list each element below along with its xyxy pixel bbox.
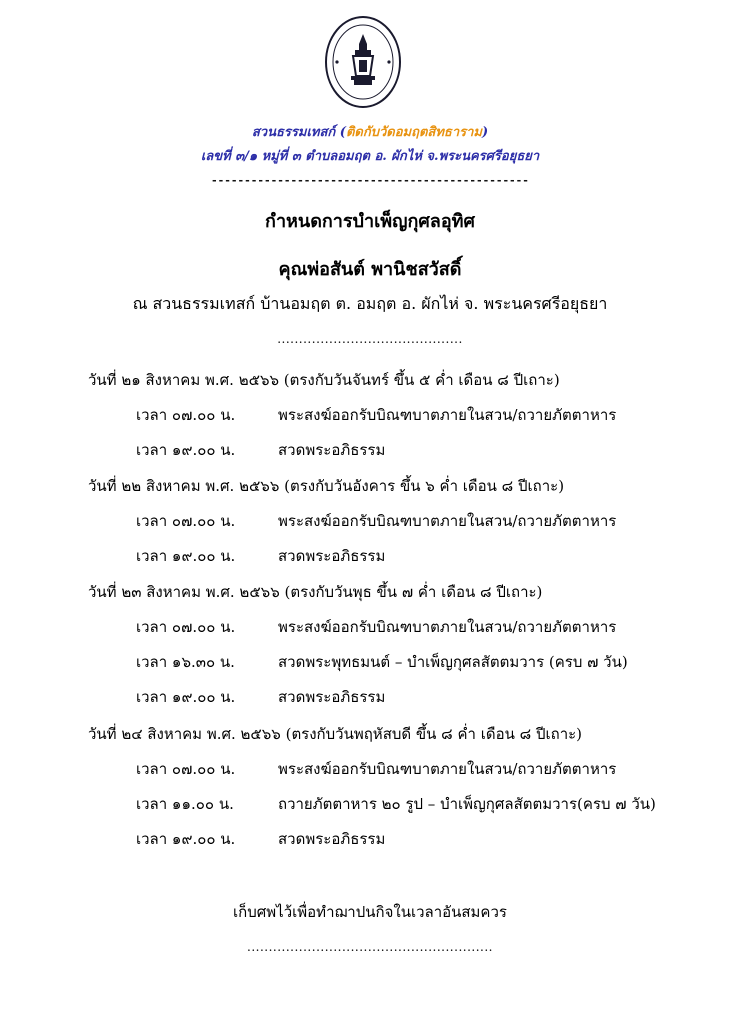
- header-separator: ------------------------------------------------: [211, 174, 529, 187]
- schedule-item: [136, 685, 736, 709]
- header-organization-line: [0, 121, 740, 142]
- schedule-day-heading: วันที่ ๒๑ สิงหาคม พ.ศ. ๒๕๖๖ (ตรงกับวันจันทร์ ขึ้น ๕ ค่ำ เดือน ๘ ปีเถาะ): [88, 371, 560, 389]
- header-name: สวนธรรมเทสก์ (: [251, 125, 346, 140]
- header-affiliation: ติดกับวัดอมฤตสิทธาราม: [345, 125, 482, 140]
- schedule-item-time: เวลา ๑๙.๐๐ น.: [136, 547, 236, 565]
- schedule-item-activity: สวดพระพุทธมนต์ – บำเพ็ญกุศลสัตตมวาร (ครบ ๗ วัน): [278, 653, 628, 671]
- dotted-divider-bottom: .........................................................: [247, 940, 493, 954]
- seal-emblem-icon: [323, 14, 403, 110]
- schedule-day-heading: วันที่ ๒๓ สิงหาคม พ.ศ. ๒๕๖๖ (ตรงกับวันพุธ ขึ้น ๗ ค่ำ เดือน ๘ ปีเถาะ): [88, 583, 543, 601]
- schedule-item: [136, 792, 736, 816]
- schedule-item-activity: สวดพระอภิธรรม: [278, 547, 386, 565]
- schedule-item-activity: พระสงฆ์ออกรับบิณฑบาตภายในสวน/ถวายภัตตาหาร: [278, 760, 617, 778]
- schedule-item-time: เวลา ๐๗.๐๐ น.: [136, 618, 236, 636]
- dotted-divider-top: ...........................................: [277, 332, 463, 346]
- schedule-item-activity: สวดพระอภิธรรม: [278, 441, 386, 459]
- schedule-item: [136, 509, 736, 533]
- footer-note: เก็บศพไว้เพื่อทำฌาปนกิจในเวลาอันสมควร: [233, 903, 507, 921]
- schedule-item-activity: สวดพระอภิธรรม: [278, 688, 386, 706]
- schedule-item-activity: พระสงฆ์ออกรับบิณฑบาตภายในสวน/ถวายภัตตาหาร: [278, 512, 617, 530]
- schedule-item-time: เวลา ๐๗.๐๐ น.: [136, 406, 236, 424]
- schedule-item-time: เวลา ๑๖.๓๐ น.: [136, 653, 235, 671]
- header-address-line: เลขที่ ๓/๑ หมู่ที่ ๓ ตำบลอมฤต อ. ผักไห่ จ.พระนครศรีอยุธยา: [200, 149, 540, 164]
- schedule-day-heading: วันที่ ๒๒ สิงหาคม พ.ศ. ๒๕๖๖ (ตรงกับวันอังคาร ขึ้น ๖ ค่ำ เดือน ๘ ปีเถาะ): [88, 477, 565, 495]
- schedule-item-activity: พระสงฆ์ออกรับบิณฑบาตภายในสวน/ถวายภัตตาหาร: [278, 618, 617, 636]
- schedule-item: [136, 757, 736, 781]
- schedule-item-activity: ถวายภัตตาหาร ๒๐ รูป – บำเพ็ญกุศลสัตตมวาร(ครบ ๗ วัน): [278, 795, 656, 813]
- header-close-paren: ): [481, 125, 489, 140]
- schedule-item: [136, 438, 736, 462]
- schedule-item-time: เวลา ๑๙.๐๐ น.: [136, 441, 236, 459]
- schedule-item-time: เวลา ๑๙.๐๐ น.: [136, 830, 236, 848]
- schedule-item-activity: พระสงฆ์ออกรับบิณฑบาตภายในสวน/ถวายภัตตาหาร: [278, 406, 617, 424]
- schedule-item: [136, 827, 736, 851]
- deceased-name: คุณพ่อสันต์ พานิชสวัสดิ์: [278, 259, 462, 280]
- schedule-item: [136, 650, 736, 674]
- schedule-item-time: เวลา ๑๑.๐๐ น.: [136, 795, 234, 813]
- schedule-day-heading: วันที่ ๒๔ สิงหาคม พ.ศ. ๒๕๖๖ (ตรงกับวันพฤหัสบดี ขึ้น ๘ ค่ำ เดือน ๘ ปีเถาะ): [88, 725, 583, 743]
- document-title: กำหนดการบำเพ็ญกุศลอุทิศ: [265, 211, 475, 232]
- schedule-item: [136, 544, 736, 568]
- schedule-item-time: เวลา ๐๗.๐๐ น.: [136, 512, 236, 530]
- schedule-item: [136, 403, 736, 427]
- temple-seal-logo: [323, 14, 403, 110]
- schedule-item: [136, 615, 736, 639]
- venue-line: ณ สวนธรรมเทสก์ บ้านอมฤต ต. อมฤต อ. ผักไห่ จ. พระนครศรีอยุธยา: [132, 294, 608, 313]
- schedule-item-time: เวลา ๐๗.๐๐ น.: [136, 760, 236, 778]
- schedule-item-activity: สวดพระอภิธรรม: [278, 830, 386, 848]
- schedule-item-time: เวลา ๑๙.๐๐ น.: [136, 688, 236, 706]
